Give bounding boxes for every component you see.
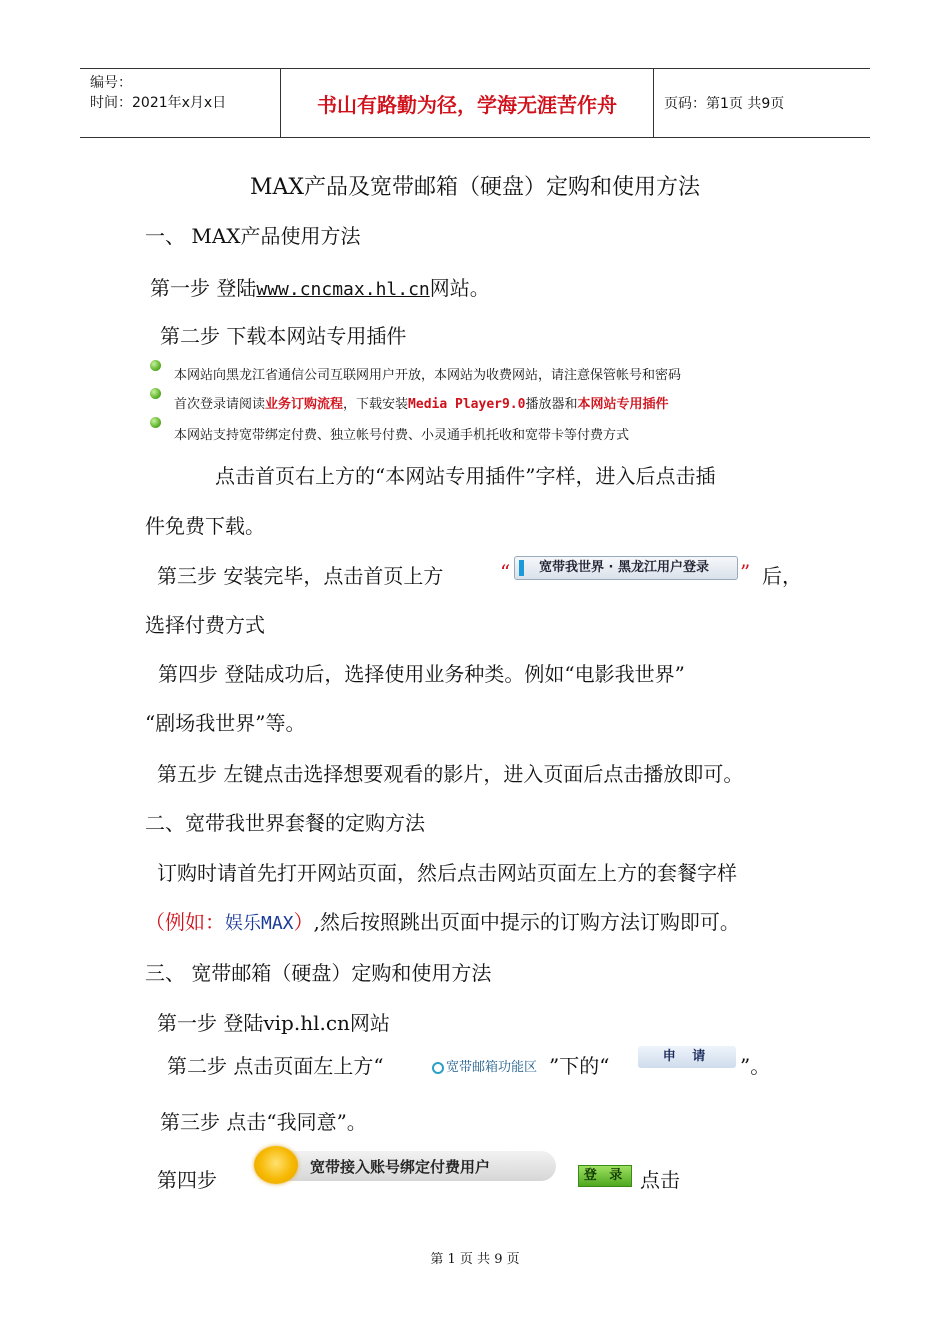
s1-step1 bbox=[150, 272, 490, 301]
s3-step2-mid: ”下的“ bbox=[549, 1054, 610, 1078]
header-page-info: 页码：第1页 共9页 bbox=[664, 96, 785, 112]
bullet-icon bbox=[150, 360, 161, 371]
media-player-link[interactable]: Media Player9.0 bbox=[408, 397, 526, 412]
s1-step1-prefix: 第一步 登陆 bbox=[150, 276, 257, 300]
s1-step3-prefix: 第三步 安装完毕，点击首页上方 bbox=[157, 564, 444, 588]
banner-label: 宽带接入账号绑定付费用户 bbox=[310, 1158, 491, 1176]
bullet-2-a: 首次登录请阅读 bbox=[174, 397, 266, 412]
sun-icon bbox=[254, 1146, 298, 1184]
s2-para-a: 订购时请首先打开网站页面，然后点击网站页面左上方的套餐字样 bbox=[157, 861, 737, 885]
s2-para-b bbox=[145, 906, 740, 935]
header-meta-cell bbox=[80, 69, 281, 137]
s1-step2: 第二步 下载本网站专用插件 bbox=[160, 324, 407, 348]
s3-step2-prefix: 第二步 点击页面左上方“ bbox=[167, 1054, 384, 1078]
func-area-label: 宽带邮箱功能区 bbox=[446, 1060, 538, 1075]
login-bar-icon bbox=[519, 560, 524, 576]
plugin-link[interactable]: 本网站专用插件 bbox=[577, 397, 669, 412]
region-login-button[interactable] bbox=[514, 556, 738, 580]
login-button[interactable]: 登 录 bbox=[578, 1165, 632, 1187]
region-login-label: 宽带我世界 · 黑龙江用户登录 bbox=[539, 560, 709, 575]
s3-step3: 第三步 点击“我同意”。 bbox=[160, 1110, 367, 1134]
s1-step3-line2: 选择付费方式 bbox=[145, 613, 265, 637]
s1-step1-suffix: 网站。 bbox=[429, 276, 490, 300]
s1-step3-suffix: 后， bbox=[762, 564, 802, 588]
section3-heading: 三、 宽带邮箱（硬盘）定购和使用方法 bbox=[145, 961, 492, 985]
s2-para-b-rest: ,然后按照跳出页面中提示的订购方法订购即可。 bbox=[313, 910, 740, 934]
mailbox-function-area-link[interactable] bbox=[432, 1056, 537, 1075]
bullet-icon bbox=[150, 388, 161, 399]
circle-icon bbox=[432, 1062, 444, 1074]
s1-para-b: 件免费下载。 bbox=[145, 514, 265, 538]
s1-para-a: 点击首页右上方的“本网站专用插件”字样，进入后点击插 bbox=[215, 464, 716, 488]
section1-heading: 一、 MAX产品使用方法 bbox=[145, 224, 361, 248]
bullet-2 bbox=[174, 393, 668, 412]
s1-step4-a: 第四步 登陆成功后，选择使用业务种类。例如“电影我世界” bbox=[158, 662, 685, 686]
apply-button[interactable]: 申 请 bbox=[638, 1046, 736, 1068]
s2-paren-open: （例如： bbox=[145, 910, 225, 934]
s1-step4-b: “剧场我世界”等。 bbox=[145, 711, 306, 735]
header-motto: 书山有路勤为径，学海无涯苦作舟 bbox=[281, 69, 654, 137]
bullet-3: 本网站支持宽带绑定付费、独立帐号付费、小灵通手机托收和宽带卡等付费方式 bbox=[174, 428, 630, 443]
s3-step1: 第一步 登陆vip.hl.cn网站 bbox=[157, 1011, 390, 1035]
bullet-2-e: 播放器和 bbox=[525, 397, 578, 412]
bullet-1: 本网站向黑龙江省通信公司互联网用户开放，本网站为收费网站，请注意保管帐号和密码 bbox=[174, 368, 682, 383]
bullet-2-c: ，下载安装 bbox=[343, 397, 409, 412]
date-label: 时间：2021年x月x日 bbox=[90, 95, 227, 111]
broadband-bind-banner[interactable] bbox=[254, 1146, 558, 1184]
s2-example: 娱乐MAX bbox=[225, 913, 294, 934]
s3-step4-suffix: 点击 bbox=[640, 1168, 680, 1192]
s1-step3-quote-open: “ bbox=[500, 560, 511, 584]
page-footer: 第 1 页 共 9 页 bbox=[430, 1252, 520, 1267]
s2-paren-close: ） bbox=[293, 910, 314, 934]
s3-step2-suffix: ”。 bbox=[740, 1054, 771, 1078]
number-label: 编号： bbox=[90, 75, 132, 91]
s1-step3-quote-close: ” bbox=[740, 560, 751, 584]
bullet-icon bbox=[150, 417, 161, 428]
document-title: MAX产品及宽带邮箱（硬盘）定购和使用方法 bbox=[249, 175, 701, 200]
site-link[interactable]: www.cncmax.hl.cn bbox=[256, 279, 430, 300]
order-process-link[interactable]: 业务订购流程 bbox=[265, 397, 344, 412]
section2-heading: 二、宽带我世界套餐的定购方法 bbox=[145, 811, 425, 835]
s3-step4-prefix: 第四步 bbox=[157, 1168, 217, 1192]
s1-step5: 第五步 左键点击选择想要观看的影片，进入页面后点击播放即可。 bbox=[157, 762, 744, 786]
header-table bbox=[80, 68, 870, 138]
